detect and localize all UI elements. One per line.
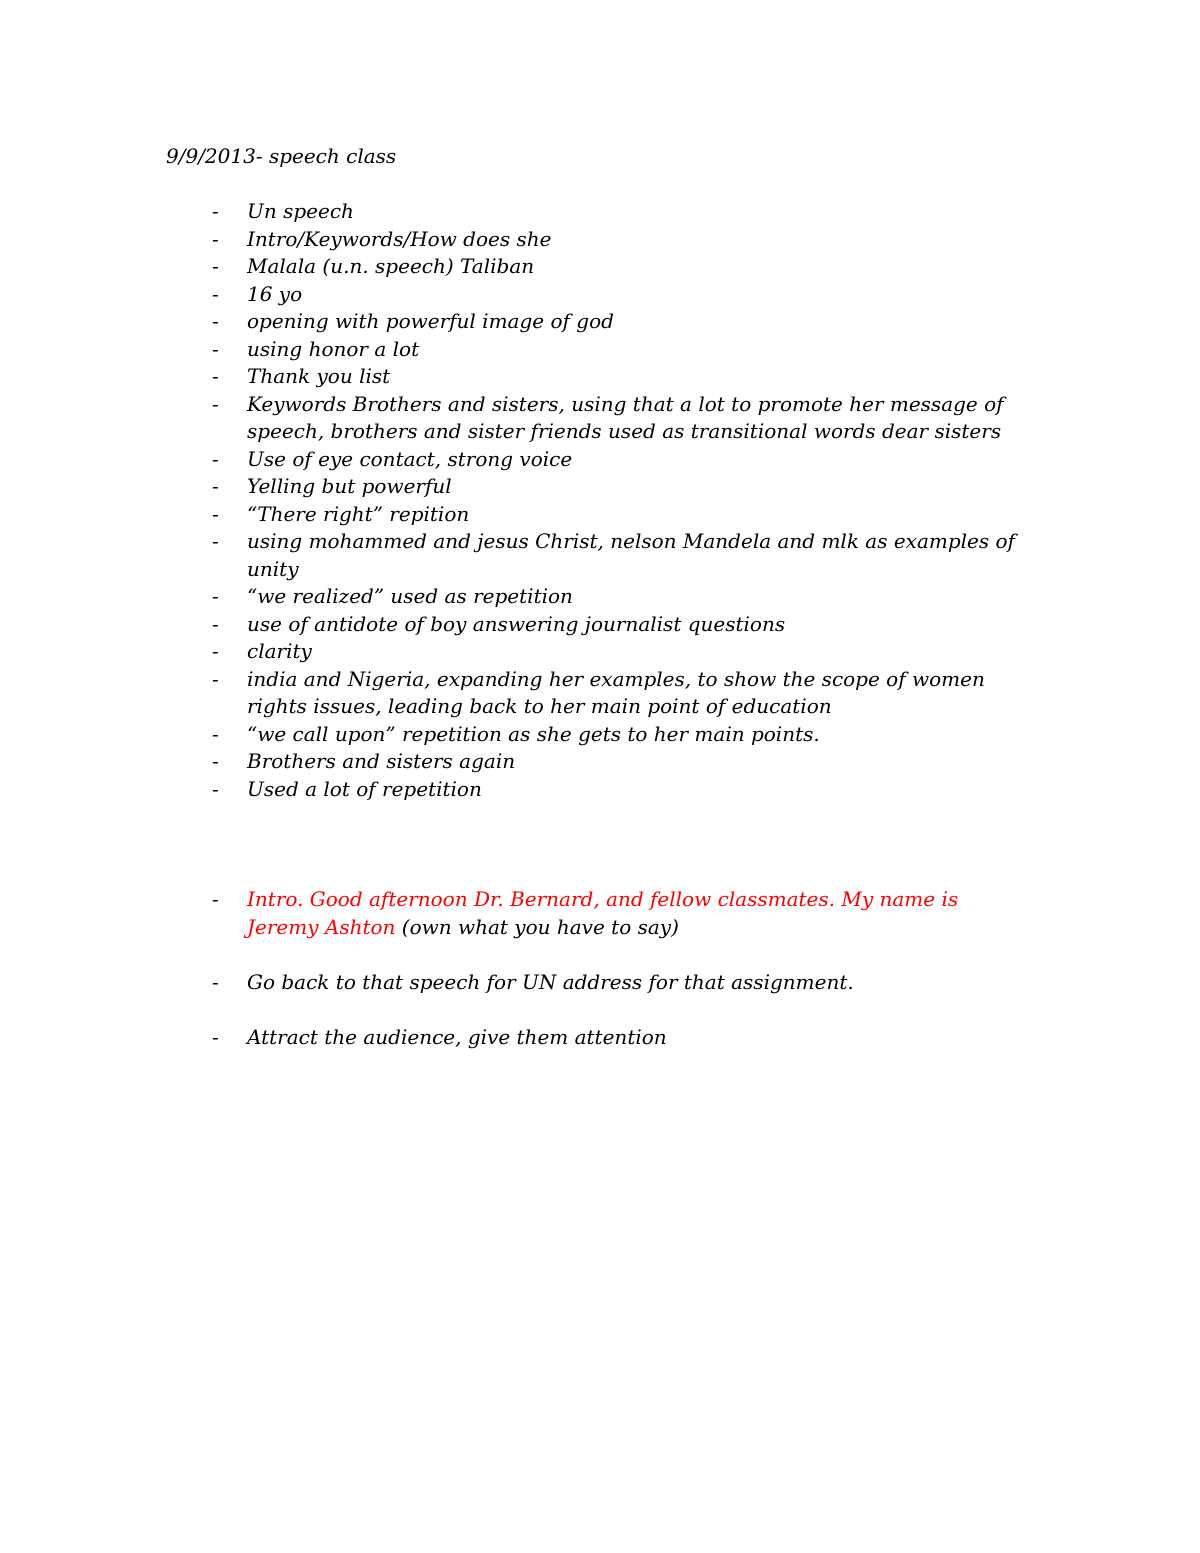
bullet-dash: - <box>212 639 219 663</box>
note-text: clarity <box>247 639 312 663</box>
list-item <box>0 638 1022 666</box>
list-item <box>0 583 1022 611</box>
list-item <box>0 776 1022 804</box>
page-title: 9/9/2013- speech class <box>166 144 397 168</box>
list-item <box>0 391 1022 446</box>
bullet-dash: - <box>212 776 219 801</box>
bullet-dash: - <box>212 199 219 223</box>
note-text: 16 yo <box>247 281 303 306</box>
bullet-dash: - <box>212 226 219 251</box>
list-item <box>0 308 1022 336</box>
note-text: Brothers and sisters again <box>247 749 516 773</box>
note-text: opening with powerful image of god <box>247 309 614 333</box>
list-item <box>0 666 1022 721</box>
bullet-dash: - <box>212 749 219 773</box>
followup-item <box>0 1024 1022 1052</box>
note-text: Keywords Brothers and sisters, using that a lot to promote her message of speech, brothers and sister friends used as transitional words dear sisters <box>247 391 1004 443</box>
bullet-dash: - <box>212 1024 219 1049</box>
bullet-dash: - <box>212 474 219 498</box>
list-item <box>0 528 1022 583</box>
bullet-dash: - <box>212 969 219 994</box>
bullet-dash: - <box>212 887 219 911</box>
followup-item <box>0 969 1022 997</box>
intro-highlight-text: Intro. Good afternoon Dr. Bernard, and fellow classmates. My name is Jeremy Ashton <box>247 887 959 939</box>
bullet-dash: - <box>212 336 219 361</box>
list-item <box>0 336 1022 364</box>
bullet-dash: - <box>212 529 219 553</box>
note-text: Thank you list <box>247 364 391 388</box>
note-text: Intro/Keywords/How does she <box>247 226 552 251</box>
list-item <box>0 446 1022 474</box>
note-text: using mohammed and jesus Christ, nelson Mandela and mlk as examples of unity <box>247 529 1015 581</box>
list-item <box>0 253 1022 281</box>
note-text: Yelling but powerful <box>247 474 452 498</box>
list-item <box>0 611 1022 639</box>
note-text: “There right” repition <box>247 501 470 526</box>
bullet-dash: - <box>212 446 219 471</box>
note-text: “we realized” used as repetition <box>247 584 573 608</box>
list-item <box>0 281 1022 309</box>
bullet-dash: - <box>212 666 219 691</box>
list-item <box>0 748 1022 776</box>
bullet-dash: - <box>212 584 219 608</box>
note-text: using honor a lot <box>247 336 420 361</box>
bullet-dash: - <box>212 611 219 636</box>
note-text: india and Nigeria, expanding her examples, to show the scope of women rights issues, leading back to her main point of education <box>247 666 985 718</box>
notes-list <box>0 198 1200 1051</box>
list-item <box>0 226 1022 254</box>
followup-text: Go back to that speech for UN address for that assignment. <box>247 969 854 994</box>
list-item <box>0 721 1022 749</box>
bullet-dash: - <box>212 254 219 278</box>
list-item <box>0 501 1022 529</box>
bullet-dash: - <box>212 721 219 746</box>
note-text: Use of eye contact, strong voice <box>247 446 573 471</box>
bullet-dash: - <box>212 364 219 388</box>
bullet-dash: - <box>212 309 219 333</box>
bullet-dash: - <box>212 281 219 306</box>
list-item <box>0 363 1022 391</box>
note-text: Used a lot of repetition <box>247 776 482 801</box>
note-text: Malala (u.n. speech) Taliban <box>247 254 535 278</box>
list-item <box>0 198 1022 226</box>
note-text: Un speech <box>247 199 354 223</box>
note-text: “we call upon” repetition as she gets to her main points. <box>247 721 820 746</box>
intro-item <box>0 886 1022 941</box>
intro-note-text: (own what you have to say) <box>395 914 679 939</box>
followup-text: Attract the audience, give them attention <box>247 1024 667 1049</box>
note-text: use of antidote of boy answering journalist questions <box>247 611 786 636</box>
list-item <box>0 473 1022 501</box>
bullet-dash: - <box>212 501 219 526</box>
bullet-dash: - <box>212 391 219 416</box>
